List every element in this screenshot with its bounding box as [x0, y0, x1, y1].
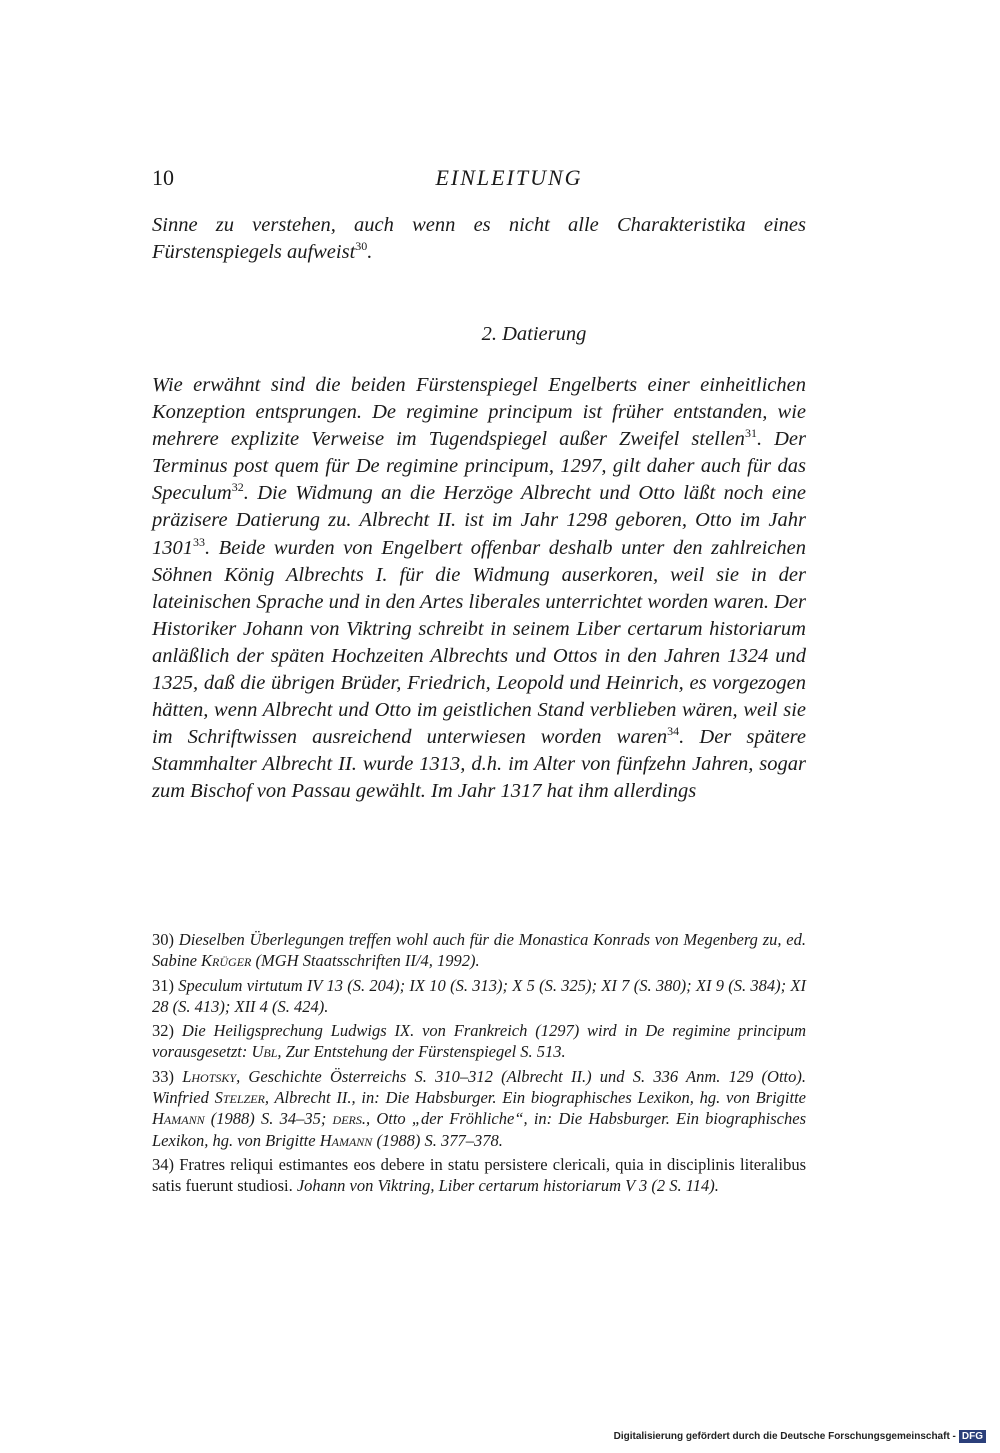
footnote-32 — [152, 1020, 806, 1063]
author-name: Hamann — [319, 1130, 373, 1150]
footnote-33 — [152, 1066, 806, 1151]
intro-paragraph — [152, 212, 806, 266]
footnote-text: (MGH Staatsschriften II/4, 1992). — [251, 951, 480, 971]
footnote-31 — [152, 975, 806, 1018]
page-number: 10 — [152, 165, 174, 190]
dfg-logo: DFG — [959, 1430, 986, 1443]
footnote-text: , Albrecht II., in: Die Habsburger. Ein biographisches Lexikon, hg. von Brigitte — [264, 1088, 806, 1108]
footnote-text: (1988) S. 377–378. — [372, 1130, 503, 1150]
footnote-ref-33[interactable]: 33 — [193, 534, 205, 549]
footnote-number: 33) — [152, 1066, 174, 1086]
author-name: Stelzer — [214, 1088, 265, 1108]
footnote-ref-30[interactable]: 30 — [355, 239, 368, 254]
digitization-banner — [614, 1430, 986, 1443]
footnote-number: 31) — [152, 975, 174, 995]
footnote-text: Speculum virtutum IV 13 (S. 204); IX 10 (S. 313); X 5 (S. 325); XI 7 (S. 380); XI 9 (S. 384); XI 28 (S. 413); XII 4 (S. 424). — [152, 975, 807, 1016]
footnotes — [152, 929, 806, 1200]
footnote-30 — [152, 929, 806, 972]
footnote-34 — [152, 1154, 806, 1197]
footnote-text: Johann von Viktring, Liber certarum historiarum V 3 (2 S. 114). — [292, 1176, 719, 1196]
footnote-text: , Zur Entstehung der Fürstenspiegel S. 513. — [277, 1042, 566, 1062]
body-text-2: . Der Terminus post quem für De regimine principum, 1297, gilt daher auch für das Speculum — [152, 428, 806, 505]
footnote-text: , Otto „der Fröhliche“, in: Die Habsburger. Ein biographisches Lexikon, hg. von Brigitte — [152, 1109, 807, 1150]
latin-quote: Fratres reliqui estimantes eos debere in statu persistere clericali, quia in disciplinis literalibus satis fuerunt studiosi. — [152, 1154, 807, 1196]
footnote-ref-34[interactable]: 34 — [667, 724, 680, 739]
body-text-4: . Beide wurden von Engelbert offenbar deshalb unter den zahlreichen Söhnen König Albrechts I. für die Widmung auserkoren, weil sie in der lateinischen Sprache und in den Artes liberales unterrichtet worden waren. Der Historiker Johann von Viktring schreibt in seinem Liber certarum historiarum anläßlich der späten Hochzeiten Albrechts und Ottos in den Jahren 1324 und 1325, daß die übrigen Brüder, Friedrich, Leopold und Heinrich, es vorgezogen hätten, wenn Albrecht und Otto im geistlichen Stand verblieben wären, weil sie im Schriftwissen ausreichend unterwiesen worden waren — [152, 536, 806, 749]
footnote-number: 34) — [152, 1154, 174, 1174]
footnote-number: 32) — [152, 1021, 174, 1041]
intro-end: . — [367, 241, 373, 264]
author-name: Krüger — [201, 951, 252, 971]
author-name: Lhotsky — [182, 1066, 237, 1086]
footnote-text: Dieselben Überlegungen treffen wohl auch für die Monastica Konrads von Megenberg zu, ed. Sabine — [152, 930, 807, 971]
footnote-number: 30) — [152, 930, 174, 949]
body-text-3: . Die Widmung an die Herzöge Albrecht und Otto läßt noch eine präzisere Datierung zu. Albrecht II. ist im Jahr 1298 geboren, Otto im Jahr 1301 — [152, 482, 806, 559]
body-text-1: Wie erwähnt sind die beiden Fürstenspiegel Engelberts einer einheitlichen Konzeption entsprungen. De regimine principum ist früher entstanden, wie mehrere explizite Verweise im Tugendspiegel außer Zweifel stellen — [152, 374, 806, 451]
intro-text: Sinne zu verstehen, auch wenn es nicht alle Charakteristika eines Fürstenspiegels aufweist — [152, 214, 806, 264]
footnote-text: (1988) S. 34–35; — [204, 1109, 333, 1129]
footnote-text: , Geschichte Österreichs S. 310–312 (Albrecht II.) und S. 336 Anm. 129 (Otto). Winfried — [152, 1066, 806, 1108]
footnote-ref-31[interactable]: 31 — [744, 426, 757, 441]
body-paragraph — [152, 372, 806, 806]
section-heading: 2. Datierung — [481, 323, 587, 345]
footnote-text: Die Heiligsprechung Ludwigs IX. von Frankreich (1297) wird in De regimine principum vorausgesetzt: — [152, 1021, 807, 1062]
author-name: Ubl — [251, 1042, 278, 1062]
author-name: ders. — [332, 1109, 366, 1129]
body-text-5: . Der spätere Stammhalter Albrecht II. wurde 1313, d.h. im Alter von fünfzehn Jahren, sogar zum Bischof von Passau gewählt. Im Jahr 1317 hat ihm allerdings — [152, 726, 806, 803]
running-title: EINLEITUNG — [435, 165, 583, 190]
author-name: Hamann — [152, 1109, 205, 1129]
footnote-ref-32[interactable]: 32 — [231, 480, 244, 495]
running-head — [152, 163, 806, 195]
digitization-notice: Digitalisierung gefördert durch die Deutsche Forschungsgemeinschaft - — [613, 1431, 956, 1442]
